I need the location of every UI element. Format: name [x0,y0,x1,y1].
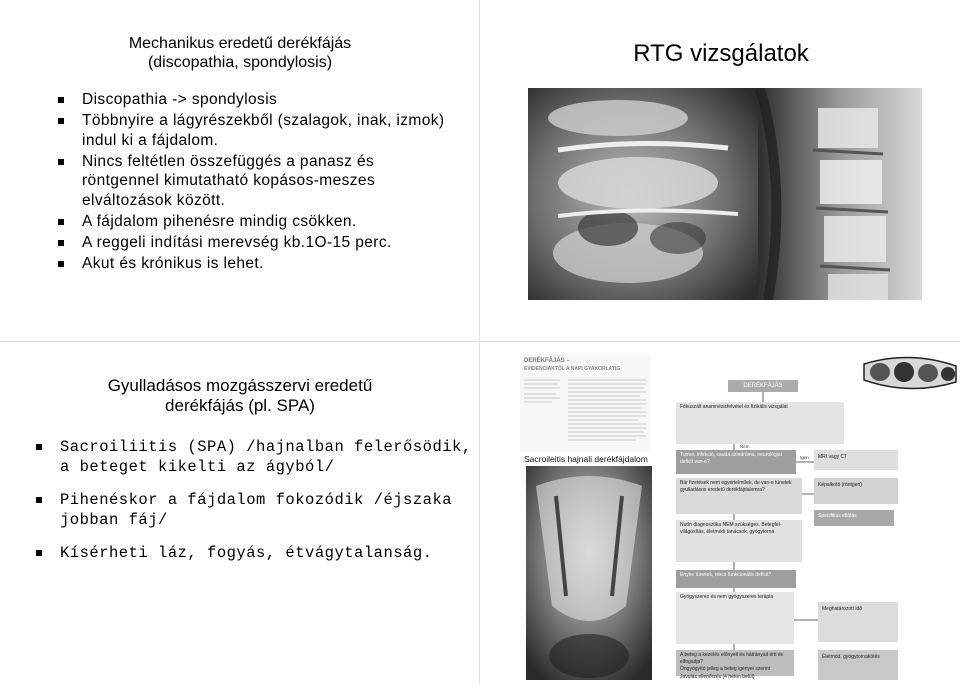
sacroiliac-xray-image [526,466,652,680]
flowchart-side-4: Meghatározott idő [822,606,863,612]
bullet-square-icon [58,118,64,124]
slide3-bullet-list [34,438,474,564]
page-vertical-divider [479,0,480,684]
bullet-square-icon [36,444,42,450]
bullet-square-icon [58,240,64,246]
flowchart-box-1: Fókuszált anamnézisfelvétel és fizikális vizsgálat [680,404,788,410]
page-horizontal-divider [0,341,960,342]
bullet-square-icon [58,97,64,103]
lumbar-spine-xray-image [528,88,922,300]
spine-logo-drawing [860,352,960,394]
flowchart-box-2: Tumor, infekció, cauda szindróma, neurológiai deficit van-e? [680,452,782,465]
flowchart-side-5: Életmód, gyógytornakötés [822,654,880,660]
spine-logo-image [860,352,960,394]
slide3-title [30,376,450,417]
flowchart-side-3: Specifikus ellátás [818,513,857,519]
flowchart-box-6: Gyógyszeres és nem gyógyszeres terápia [680,594,774,600]
bullet-square-icon [58,159,64,165]
flowchart-side-1: MRI vagy CT [818,454,848,460]
list-item: Akut és krónikus is lehet. [56,254,456,274]
bullet-square-icon [58,261,64,267]
bullet-square-icon [36,497,42,503]
list-item: Pihenéskor a fájdalom fokozódik /éjszaka jobban fáj/ [34,491,474,530]
document-heading-line2: EVIDENCIÁKTÓL A NAPI GYAKORLATIG [524,366,621,372]
document-text-lines [520,354,650,452]
flowchart-box-7: A beteg a kezelés előnyeit és hátrányait érti és elfogadja? [680,652,784,665]
slide2-title: RTG vizsgálatok [633,40,809,67]
slide3-title-line2: derékfájás (pl. SPA) [165,396,315,416]
list-item: A reggeli indítási merevség kb.1O-15 perc. [56,233,456,253]
flowchart-header: DERÉKFÁJÁS [743,383,783,389]
slide-xray-examinations [482,0,960,340]
bullet-square-icon [58,219,64,225]
list-item: Többnyire a lágyrészekből (szalagok, inak, izmok) indul ki a fájdalom. [56,111,456,150]
slide1-title-line2: (discopathia, spondylosis) [147,54,333,72]
slide1-title-line1: Mechanikus eredetű derékfájás [128,35,352,52]
diagnostic-flowchart [668,358,898,682]
slide3-title-line1: Gyulladásos mozgásszervi eredetű [107,376,373,395]
list-item: Nincs feltétlen összefüggés a panasz és röntgennel kimutatható kopásos-meszes elváltozások között. [56,152,456,211]
flowchart-yes-label: Igen [800,455,809,460]
list-item: Kísérheti láz, fogyás, étvágytalanság. [34,544,474,564]
flowchart-side-2: Képalkotó (röntgen) [818,482,862,488]
slide1-title [60,34,420,72]
xray-caption: Sacroileitis hajnali derékfájdalom [524,454,648,464]
document-heading-line1: DERÉKFÁJÁS – [524,358,570,364]
slide1-bullet-list [56,90,456,275]
sacroiliac-xray-drawing [526,466,652,680]
list-item: Discopathia -> spondylosis [56,90,456,110]
list-item: Sacroiliitis (SPA) /hajnalban felerősödik, a beteget kikelti az ágyból/ [34,438,474,477]
slide-inflammatory-back-pain [0,344,478,684]
flowchart-box-3: Bár fizetések nem egyértelműek, de van-e tünetek gyulladásos eredetű derékfájdalomra? [680,480,792,493]
flowchart-no-label: Nem [740,444,750,449]
guideline-document-thumbnail [520,354,650,452]
slide-sacroiliitis-guideline [482,344,960,684]
flowchart-box-9: Javulás ellenőrzés (4 héten belül) [680,674,755,680]
flowchart-box-4: Nutín diagnosztika NEM szükséges. Betegfel-világosítás, életmódi tanácsok, gyógytorna [680,522,782,535]
bullet-square-icon [36,550,42,556]
slide-mechanical-back-pain [0,0,478,340]
flowchart-box-8: Öngyógyító jelleg a beteg igényei szerint [680,666,771,672]
flowchart-box-5: Enyhe tünetek, nincs funkcionális deficit? [680,572,772,578]
list-item: A fájdalom pihenésre mindig csökken. [56,212,456,232]
lumbar-spine-xray-drawing [528,88,922,300]
